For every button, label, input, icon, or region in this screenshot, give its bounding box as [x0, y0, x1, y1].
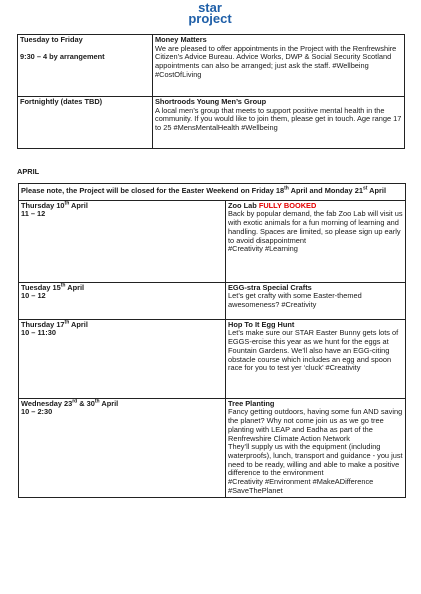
notice-row — [19, 184, 406, 201]
event-description: A local men’s group that meets to support positive mental health in the community. If you would like to join them, please get in touch. Age range 17 to 25 #MensMentalHealth #Wellbeing — [155, 105, 402, 133]
details-cell — [226, 398, 406, 498]
event-time: 10 – 2:30 — [21, 407, 53, 417]
event-title: Hop To It Egg Hunt — [228, 319, 295, 329]
table-row — [18, 35, 405, 97]
table-row — [18, 97, 405, 149]
logo-line-2: project — [188, 11, 232, 26]
when-cell — [19, 200, 226, 282]
event-time: 11 – 12 — [21, 209, 46, 219]
event-description: They’ll supply us with the equipment (including waterproofs), lunch, transport and guidance - you just need to be ready, willing and able to make a positive difference to the environment — [228, 442, 403, 478]
event-title: EGG-stra Special Crafts — [228, 282, 312, 292]
event-title: Zoo Lab — [228, 200, 257, 210]
event-date: Tuesday 15th April — [21, 282, 85, 292]
event-tags: #Creativity #Learning — [228, 244, 298, 254]
ordinal-suffix: st — [362, 185, 368, 192]
event-description: Let’s make sure our STAR Easter Bunny gets lots of EGGS-ercise this year as we hunt for the eggs at Fountain Gardens. We’ll also have an EGG-citing obstacle course which includes an egg and spoon race for you to test yer ‘cluck’ #Creativity — [228, 328, 399, 373]
event-title: Tree Planting — [228, 398, 275, 408]
event-date: Wednesday 23rd & 30th April — [21, 398, 119, 408]
ongoing-services-table — [17, 34, 405, 149]
event-description: Fancy getting outdoors, having some fun AND saving the planet? Why not come join us as we go tree planting with LEAP and Eadha as part of the Renfrewshire Climate Action Network — [228, 407, 403, 443]
event-title: Money Matters — [155, 35, 207, 44]
event-description: We are pleased to offer appointments in the Project with the Renfrewshire Citizen’s Advice Bureau. Advice Works, DWP & Social Security Scotland appointments can also be arranged; just ask the staff. #Wellbeing #CostOfLiving — [155, 43, 397, 79]
logo-line-1: star — [198, 0, 222, 15]
table-row — [19, 319, 406, 398]
when-cell — [19, 319, 226, 398]
details-cell — [153, 35, 405, 97]
when-cell — [18, 35, 153, 97]
when-line: Fortnightly (dates TBD) — [20, 97, 103, 106]
event-tags: #Creativity #Environment #MakeADifference #SaveThePlanet — [228, 477, 374, 495]
details-cell — [226, 200, 406, 282]
notice-text: April and Monday 21 — [288, 186, 363, 195]
table-row — [19, 398, 406, 498]
details-cell — [226, 282, 406, 319]
month-heading: APRIL — [17, 167, 40, 176]
when-cell — [19, 398, 226, 498]
when-line: 9:30 – 4 by arrangement — [20, 51, 105, 61]
event-date: Thursday 10th April — [21, 200, 88, 210]
april-events-table — [18, 183, 406, 498]
event-description: Let’s get crafty with some Easter-themed awesomeness? #Creativity — [228, 291, 362, 310]
when-cell — [19, 282, 226, 319]
details-cell — [153, 97, 405, 149]
closure-notice — [19, 184, 406, 201]
table-row — [19, 282, 406, 319]
notice-text: April — [367, 186, 387, 195]
details-cell — [226, 319, 406, 398]
fully-booked-badge: FULLY BOOKED — [258, 200, 317, 210]
event-date: Thursday 17th April — [21, 319, 88, 329]
when-cell — [18, 97, 153, 149]
notice-text: Please note, the Project will be closed for the Easter Weekend on Friday 18 — [21, 186, 285, 195]
when-line: Tuesday to Friday — [20, 35, 83, 44]
ordinal-suffix: th — [284, 185, 289, 192]
table-row — [19, 200, 406, 282]
event-time: 10 – 11:30 — [21, 328, 56, 338]
star-project-logo — [178, 2, 242, 25]
event-description: Back by popular demand, the fab Zoo Lab will visit us with exotic animals for a fun morning of learning and handling. Spaces are limited, so please sign up early to avoid disappointment — [228, 209, 403, 245]
event-title: Shortroods Young Men’s Group — [155, 97, 267, 106]
event-time: 10 – 12 — [21, 291, 46, 301]
